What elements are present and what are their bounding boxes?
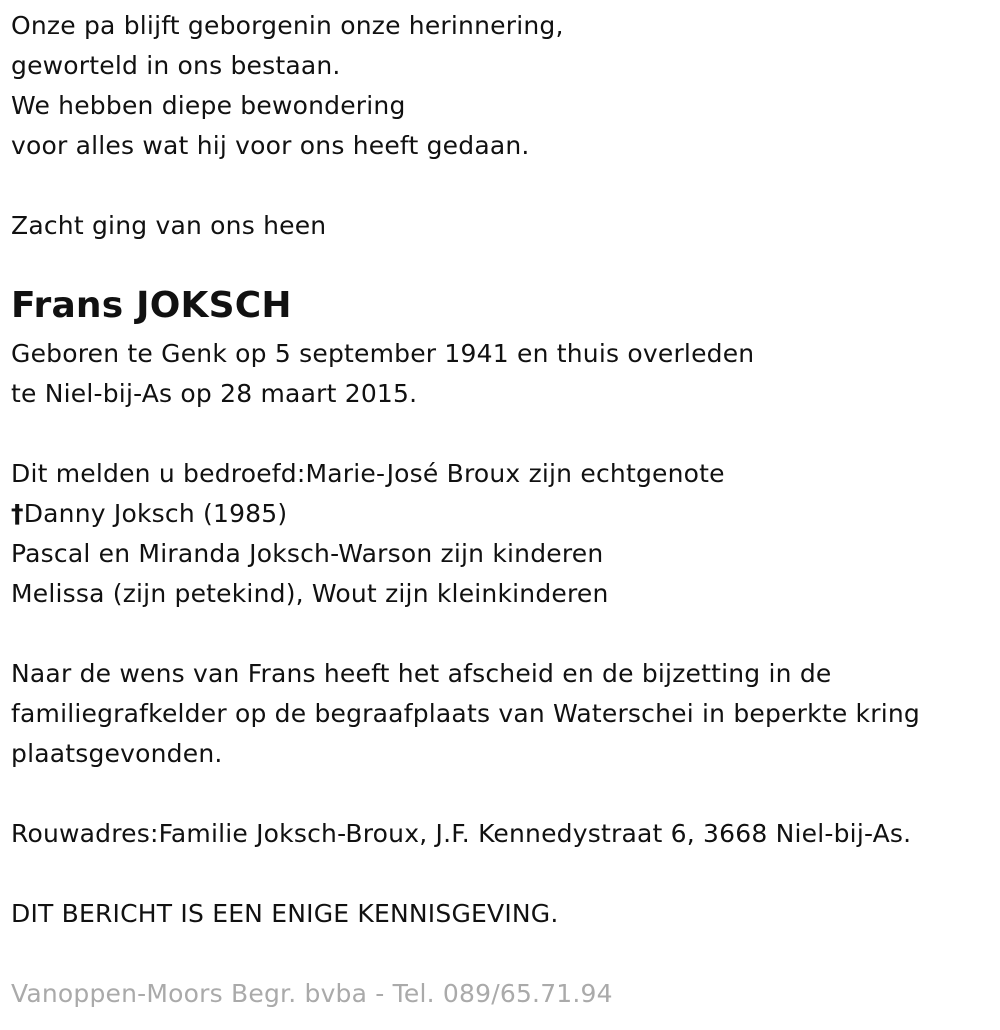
deceased-name: Frans JOKSCH (11, 285, 292, 326)
birth-death-line-2: te Niel-bij-As op 28 maart 2015. (11, 379, 418, 408)
family-line-children: Pascal en Miranda Joksch-Warson zijn kinderen (11, 539, 604, 568)
funeral-home-footer: Vanoppen-Moors Begr. bvba - Tel. 089/65.71.94 (11, 979, 613, 1008)
cross-icon: † (11, 499, 24, 528)
deceased-son-name: Danny Joksch (1985) (23, 499, 288, 528)
poem-line-1: Onze pa blijft geborgenin onze herinnering, (11, 11, 564, 40)
birth-death-line-1: Geboren te Genk op 5 september 1941 en thuis overleden (11, 339, 755, 368)
family-line-grandchildren: Melissa (zijn petekind), Wout zijn kleinkinderen (11, 579, 609, 608)
poem-line-3: We hebben diepe bewondering (11, 91, 406, 120)
wish-line-2: familiegrafkelder op de begraafplaats van Waterschei in beperkte kring (11, 699, 920, 728)
notice-statement: DIT BERICHT IS EEN ENIGE KENNISGEVING. (11, 899, 559, 928)
mourning-address: Rouwadres:Familie Joksch-Broux, J.F. Kennedystraat 6, 3668 Niel-bij-As. (11, 819, 912, 848)
poem-line-2: geworteld in ons bestaan. (11, 51, 341, 80)
poem-line-4: voor alles wat hij voor ons heeft gedaan. (11, 131, 530, 160)
family-line-spouse: Dit melden u bedroefd:Marie-José Broux zijn echtgenote (11, 459, 725, 488)
intro-text: Zacht ging van ons heen (11, 211, 327, 240)
family-line-deceased-son (11, 494, 287, 534)
wish-line-1: Naar de wens van Frans heeft het afscheid en de bijzetting in de (11, 659, 832, 688)
wish-line-3: plaatsgevonden. (11, 739, 223, 768)
